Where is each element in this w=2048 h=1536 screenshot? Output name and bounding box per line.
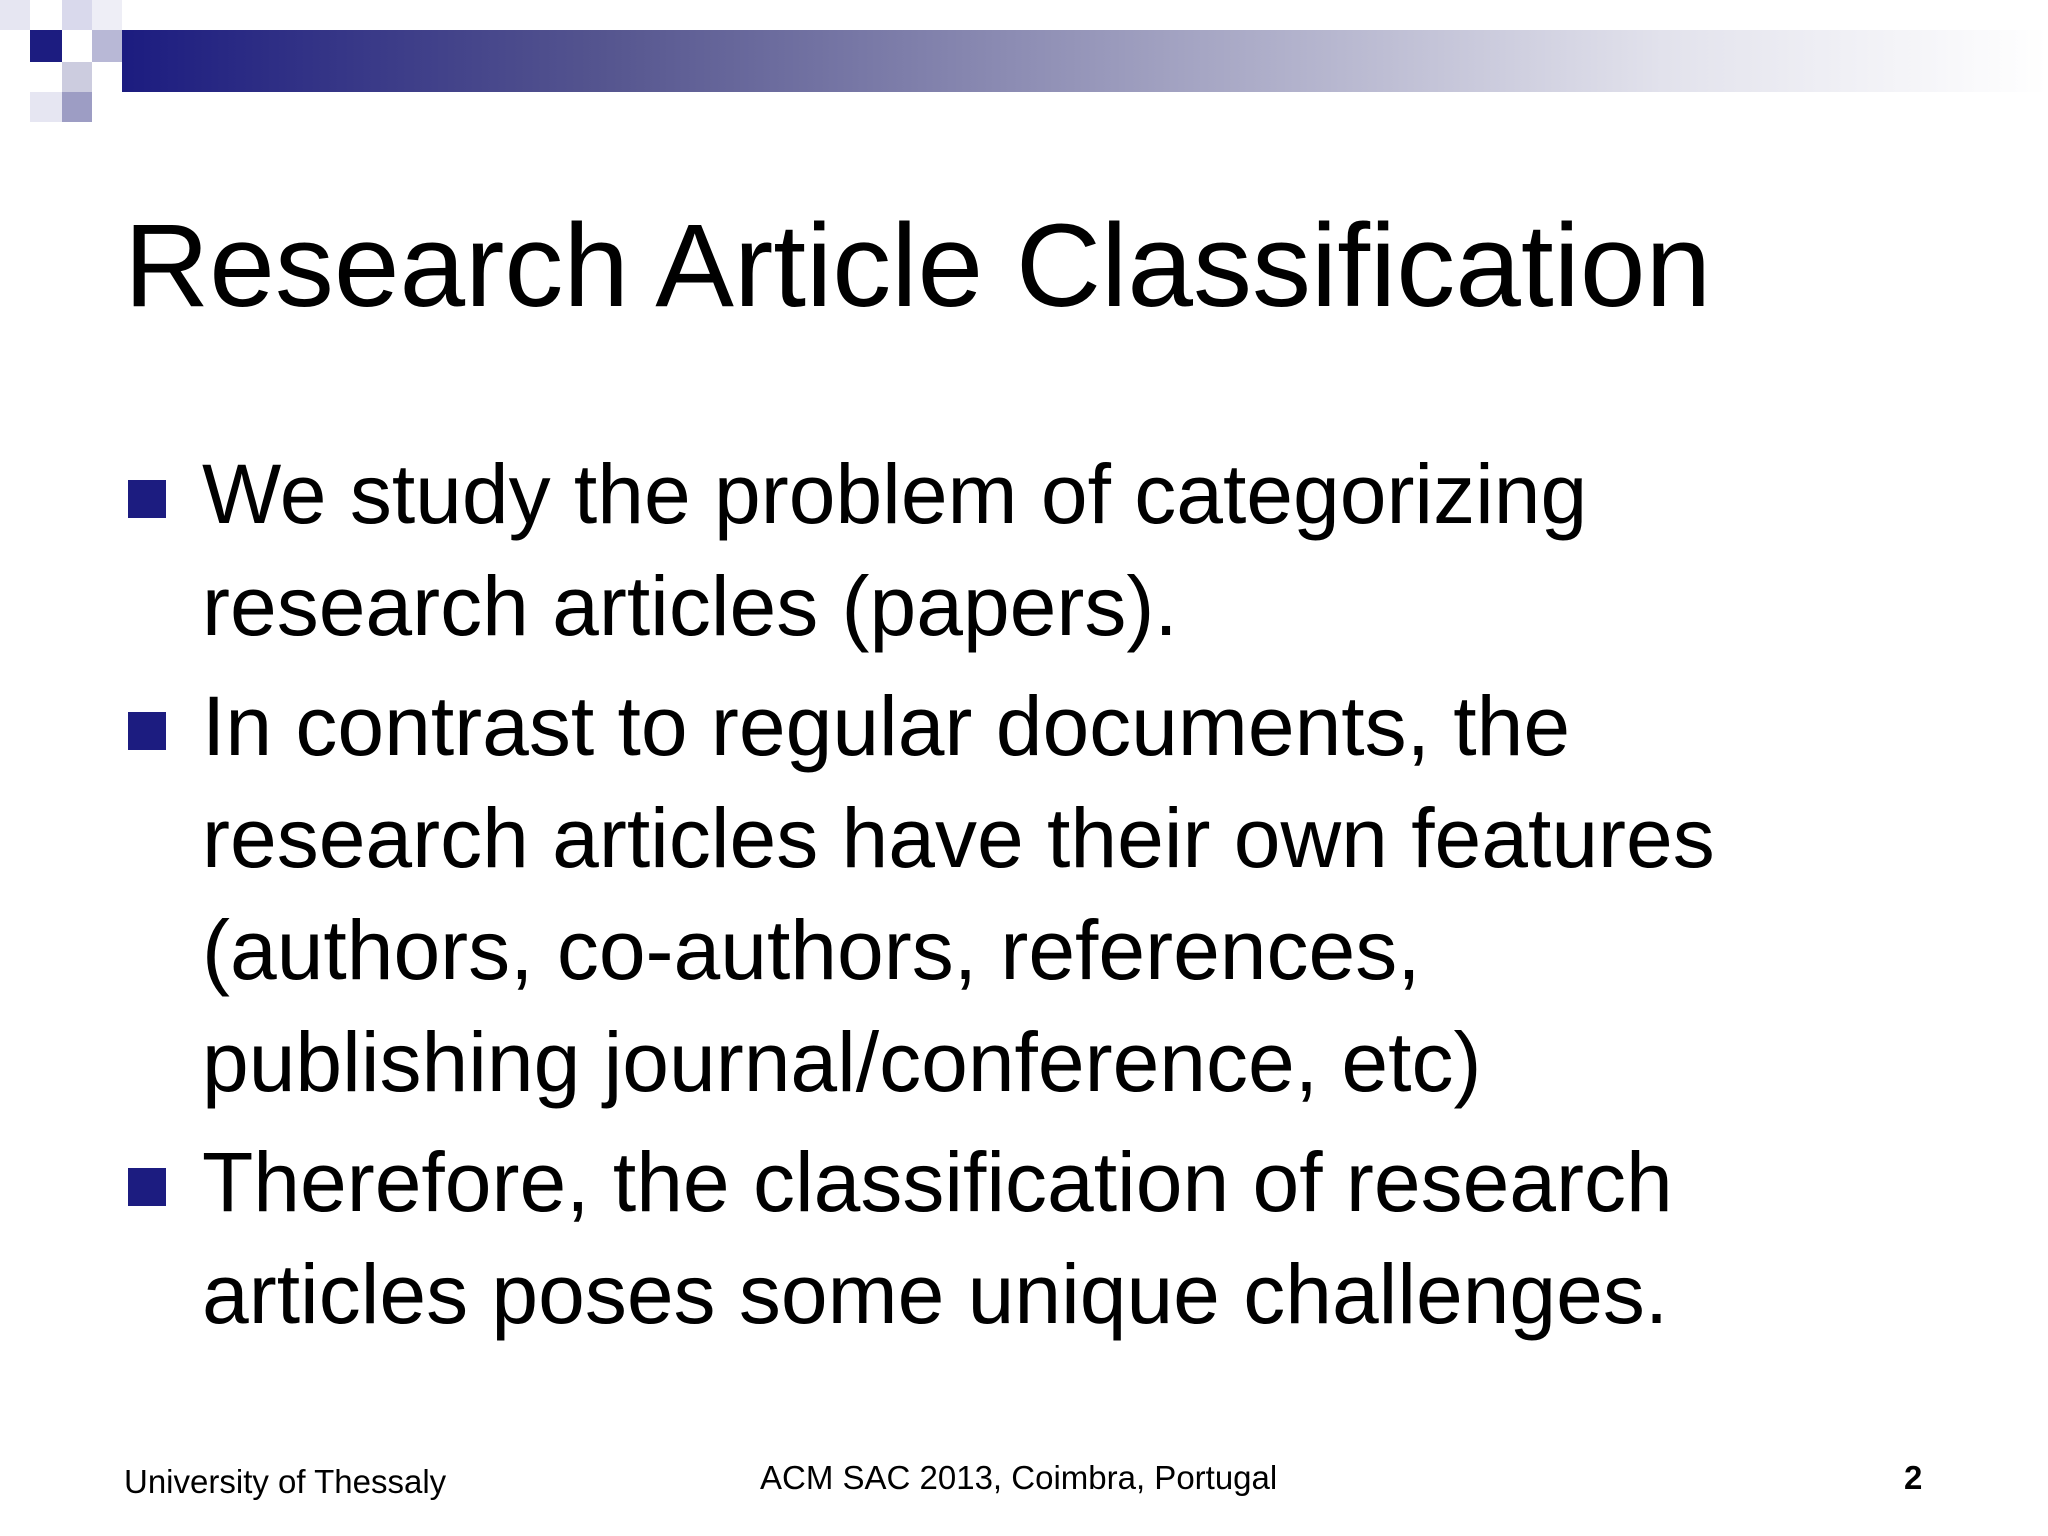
header-square <box>92 30 122 62</box>
header-gradient-bar <box>122 30 2048 92</box>
bullet-item <box>128 1126 1948 1350</box>
square-bullet-icon <box>128 1168 166 1206</box>
bullet-item <box>128 670 1948 1118</box>
header-square <box>0 0 30 30</box>
header-square <box>62 62 92 92</box>
header-square <box>62 0 92 30</box>
bullet-item <box>128 438 1948 662</box>
bullet-text: In contrast to regular documents, the research articles have their own features (authors, co-authors, references, publishing journal/conference, etc) <box>202 679 1715 1109</box>
header-square <box>62 92 92 122</box>
slide-title: Research Article Classification <box>124 200 1712 332</box>
bullet-text: Therefore, the classification of research articles poses some unique challenges. <box>202 1135 1673 1341</box>
square-bullet-icon <box>128 480 166 518</box>
header-square <box>92 0 122 30</box>
footer-conference: ACM SAC 2013, Coimbra, Portugal <box>760 1459 1278 1496</box>
bullet-list <box>128 438 1948 1358</box>
bullet-text: We study the problem of categorizing research articles (papers). <box>202 447 1588 653</box>
header-square <box>30 92 62 122</box>
header-square <box>30 30 62 62</box>
footer-institution: University of Thessaly <box>124 1463 447 1500</box>
page-number: 2 <box>1904 1459 1923 1496</box>
square-bullet-icon <box>128 712 166 750</box>
